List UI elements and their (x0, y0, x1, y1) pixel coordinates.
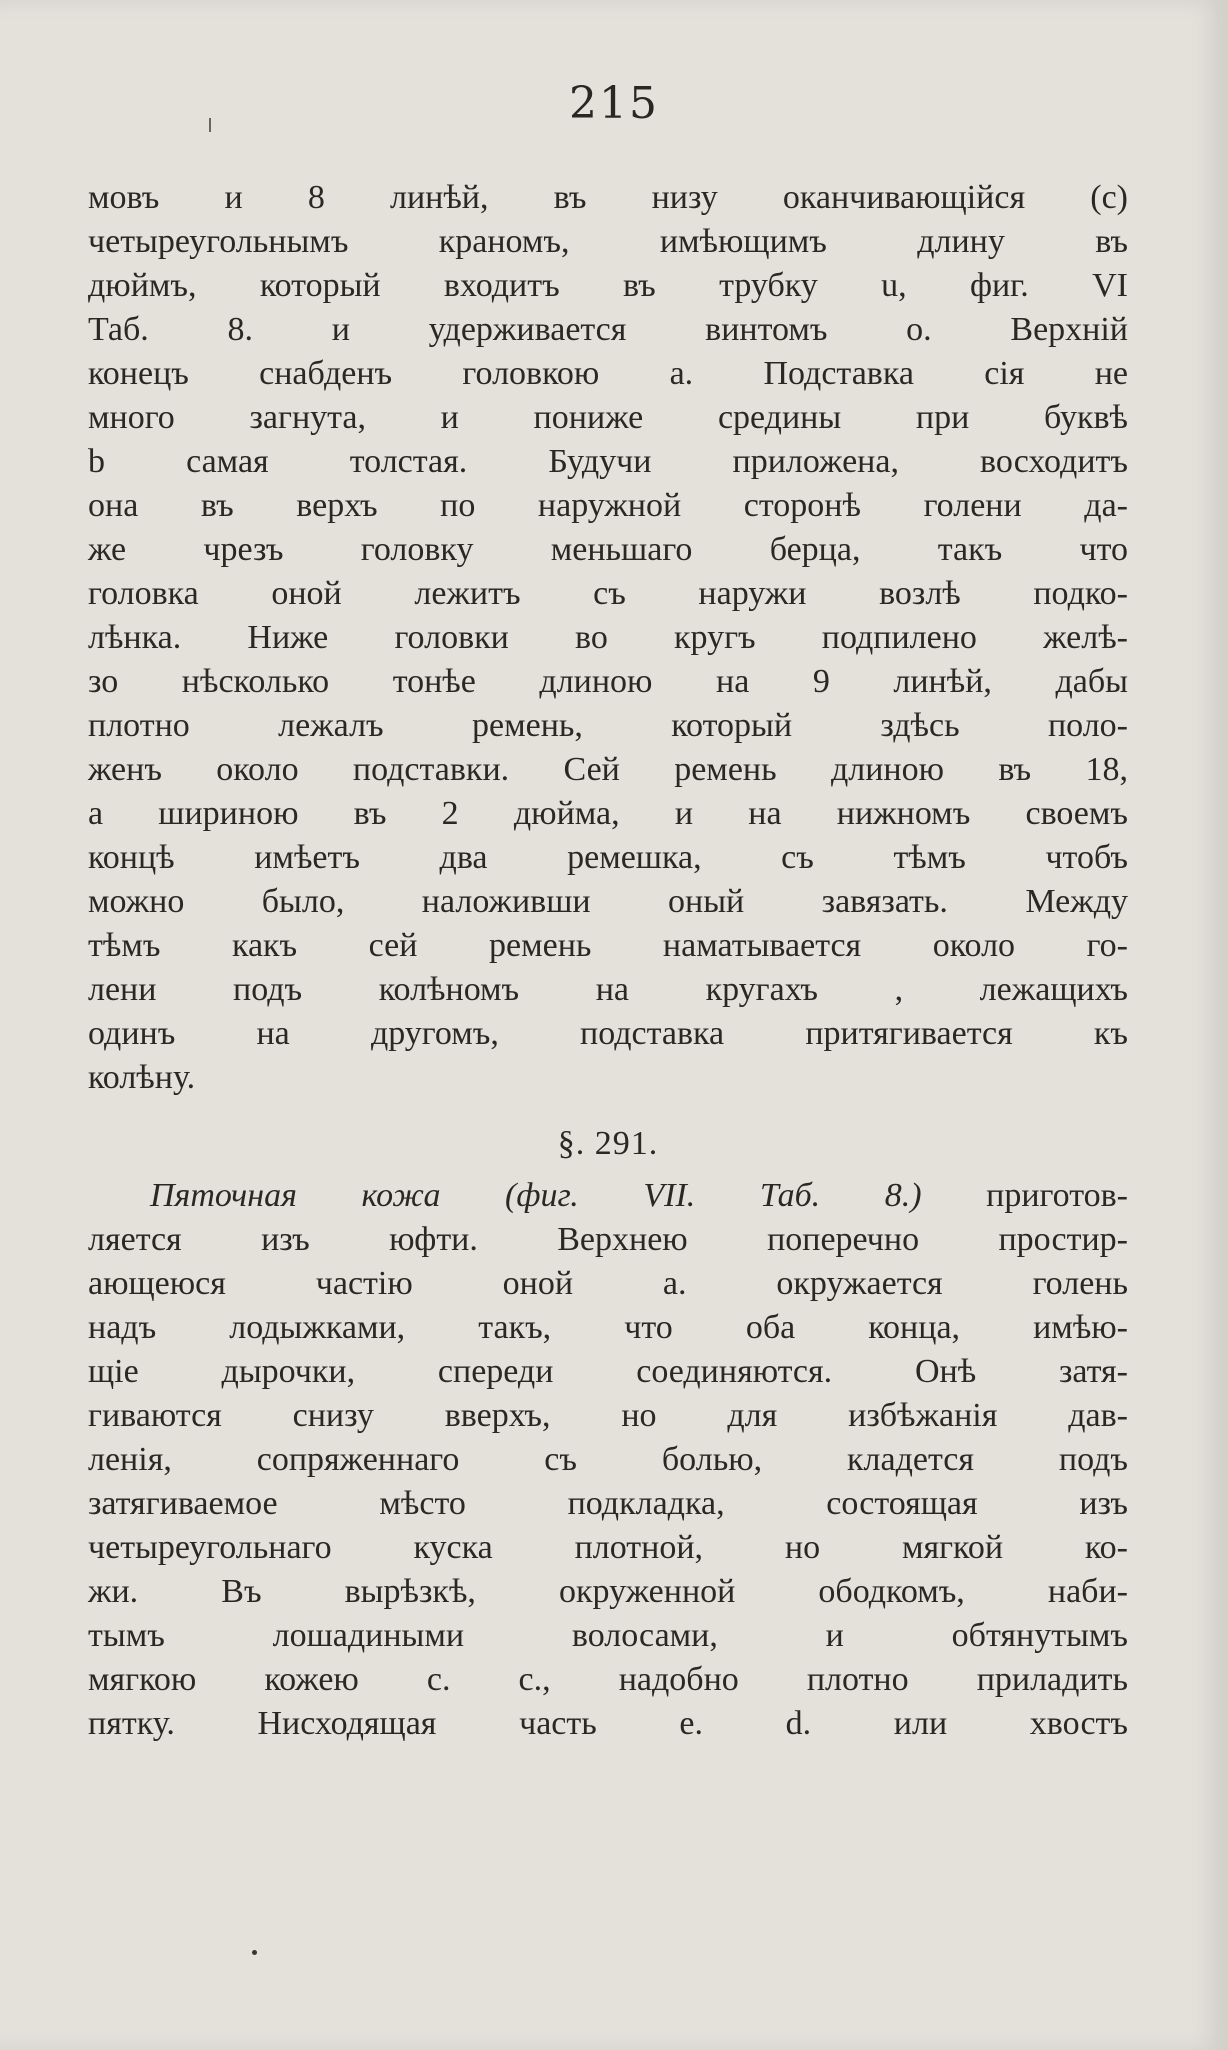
text-line: тымъ лошадиными волосами, и обтянутымъ (88, 1617, 1128, 1654)
text-line: же чрезъ головку меньшаго берца, такъ что (88, 531, 1128, 568)
text-line: b самая толстая. Будучи приложена, восходитъ (88, 443, 1128, 480)
text-line: концѣ имѣетъ два ремешка, съ тѣмъ чтобъ (88, 839, 1128, 876)
text-line: мовъ и 8 линѣй, въ низу оканчивающійся (c) (88, 179, 1128, 216)
text-line: ленія, сопряженнаго съ болью, кладется подъ (88, 1441, 1128, 1478)
print-speck (252, 1950, 257, 1955)
text-line: Таб. 8. и удерживается винтомъ o. Верхній (88, 311, 1128, 348)
page-text (88, 176, 1128, 1746)
text-line: щіе дырочки, спереди соединяются. Онѣ затя- (88, 1353, 1128, 1390)
text-line: она въ верхъ по наружной сторонѣ голени да- (88, 487, 1128, 524)
paragraph-1 (88, 176, 1128, 1100)
text-line: пятку. Нисходящая часть e. d. или хвостъ (88, 1705, 1128, 1742)
text-line: затягиваемое мѣсто подкладка, состоящая изъ (88, 1485, 1128, 1522)
text-line: ающеюся частію оной a. окружается голень (88, 1265, 1128, 1302)
text-line: одинъ на другомъ, подставка притягивается къ (88, 1015, 1128, 1052)
text-line: женъ около подставки. Сей ремень длиною въ 18, (88, 751, 1128, 788)
text-fragment: приготов- (921, 1177, 1128, 1214)
text-line: ляется изъ юфти. Верхнею поперечно простир- (88, 1221, 1128, 1258)
text-line: четыреугольнаго куска плотной, но мягкой ко- (88, 1529, 1128, 1566)
text-line: а шириною въ 2 дюйма, и на нижномъ своемъ (88, 795, 1128, 832)
page-number: 215 (569, 78, 659, 129)
text-line: лени подъ колѣномъ на кругахъ , лежащихъ (88, 971, 1128, 1008)
text-line: головка оной лежитъ съ наружи возлѣ подко- (88, 575, 1128, 612)
text-line (88, 1174, 1128, 1218)
text-line: плотно лежалъ ремень, который здѣсь поло- (88, 707, 1128, 744)
text-line: надъ лодыжками, такъ, что оба конца, имѣю- (88, 1309, 1128, 1346)
text-line: жи. Въ вырѣзкѣ, окруженной ободкомъ, наби- (88, 1573, 1128, 1610)
text-line: колѣну. (88, 1059, 196, 1096)
text-line: гиваются снизу вверхъ, но для избѣжанія дав- (88, 1397, 1128, 1434)
text-line: зо нѣсколько тонѣе длиною на 9 линѣй, дабы (88, 663, 1128, 700)
text-line: мягкою кожею c. c., надобно плотно приладить (88, 1661, 1128, 1698)
text-line: четыреугольнымъ краномъ, имѣющимъ длину въ (88, 223, 1128, 260)
text-line: дюймъ, который входитъ въ трубку u, фиг. VI (88, 267, 1128, 304)
text-line: много загнута, и пониже средины при буквѣ (88, 399, 1128, 436)
text-line: тѣмъ какъ сей ремень наматывается около го- (88, 927, 1128, 964)
text-line: лѣнка. Ниже головки во кругъ подпилено желѣ- (88, 619, 1128, 656)
text-line: конецъ снабденъ головкою a. Подставка сія не (88, 355, 1128, 392)
paragraph-2 (88, 1174, 1128, 1746)
italic-term: Пяточная кожа (фиг. VII. Таб. 8.) (150, 1177, 922, 1214)
section-heading: §. 291. (557, 1125, 659, 1162)
text-line: можно было, наложивши оный завязать. Между (88, 883, 1128, 920)
